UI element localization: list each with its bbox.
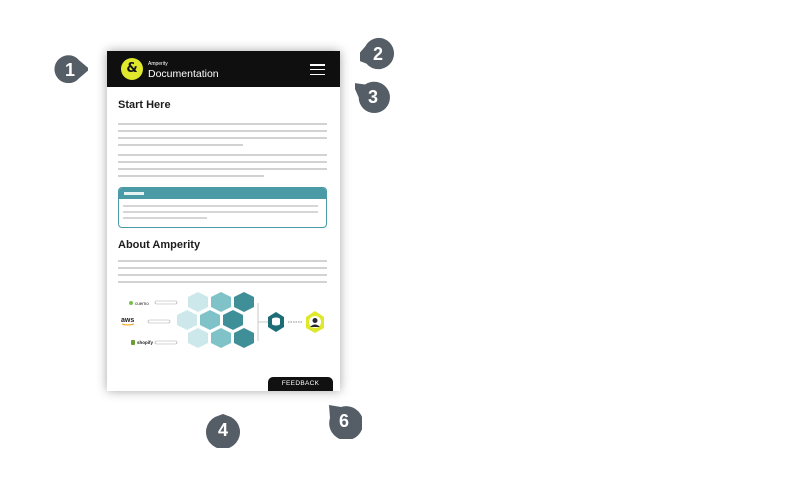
callout-marker-2 [360,36,396,72]
paragraph-placeholder [118,260,327,288]
source-logo-shopify [131,340,177,345]
hexagon-cluster [177,292,254,348]
marker-number: 6 [338,411,349,431]
source-logo-aws [121,317,170,325]
brand-small-label: Amperity [148,61,168,67]
paragraph-placeholder [118,123,327,151]
brand-title[interactable]: Documentation [148,68,219,80]
top-header [107,51,340,87]
marker-number: 1 [64,60,75,80]
amperity-logo-icon[interactable]: & [121,58,143,80]
section-title-about-amperity: About Amperity [118,239,201,251]
info-callout-box [118,187,327,228]
svg-text:shopify: shopify [137,340,154,345]
mobile-docs-screen [107,51,340,391]
marker-number: 3 [367,87,378,107]
data-flow-diagram [118,291,327,361]
callout-marker-4 [205,412,241,448]
paragraph-placeholder [118,154,327,182]
callout-marker-3 [355,79,391,115]
marker-number: 4 [217,420,228,440]
callout-marker-1 [52,52,88,88]
hamburger-menu-icon[interactable] [310,64,325,75]
feedback-button[interactable]: FEEDBACK [268,377,333,391]
svg-text:cuerno: cuerno [135,301,149,306]
section-title-start-here: Start Here [118,99,171,111]
svg-text:aws: aws [121,317,135,324]
source-logo-cuerno [129,301,177,306]
callout-header [119,188,326,199]
marker-number: 2 [372,44,383,64]
callout-marker-6 [326,403,362,439]
